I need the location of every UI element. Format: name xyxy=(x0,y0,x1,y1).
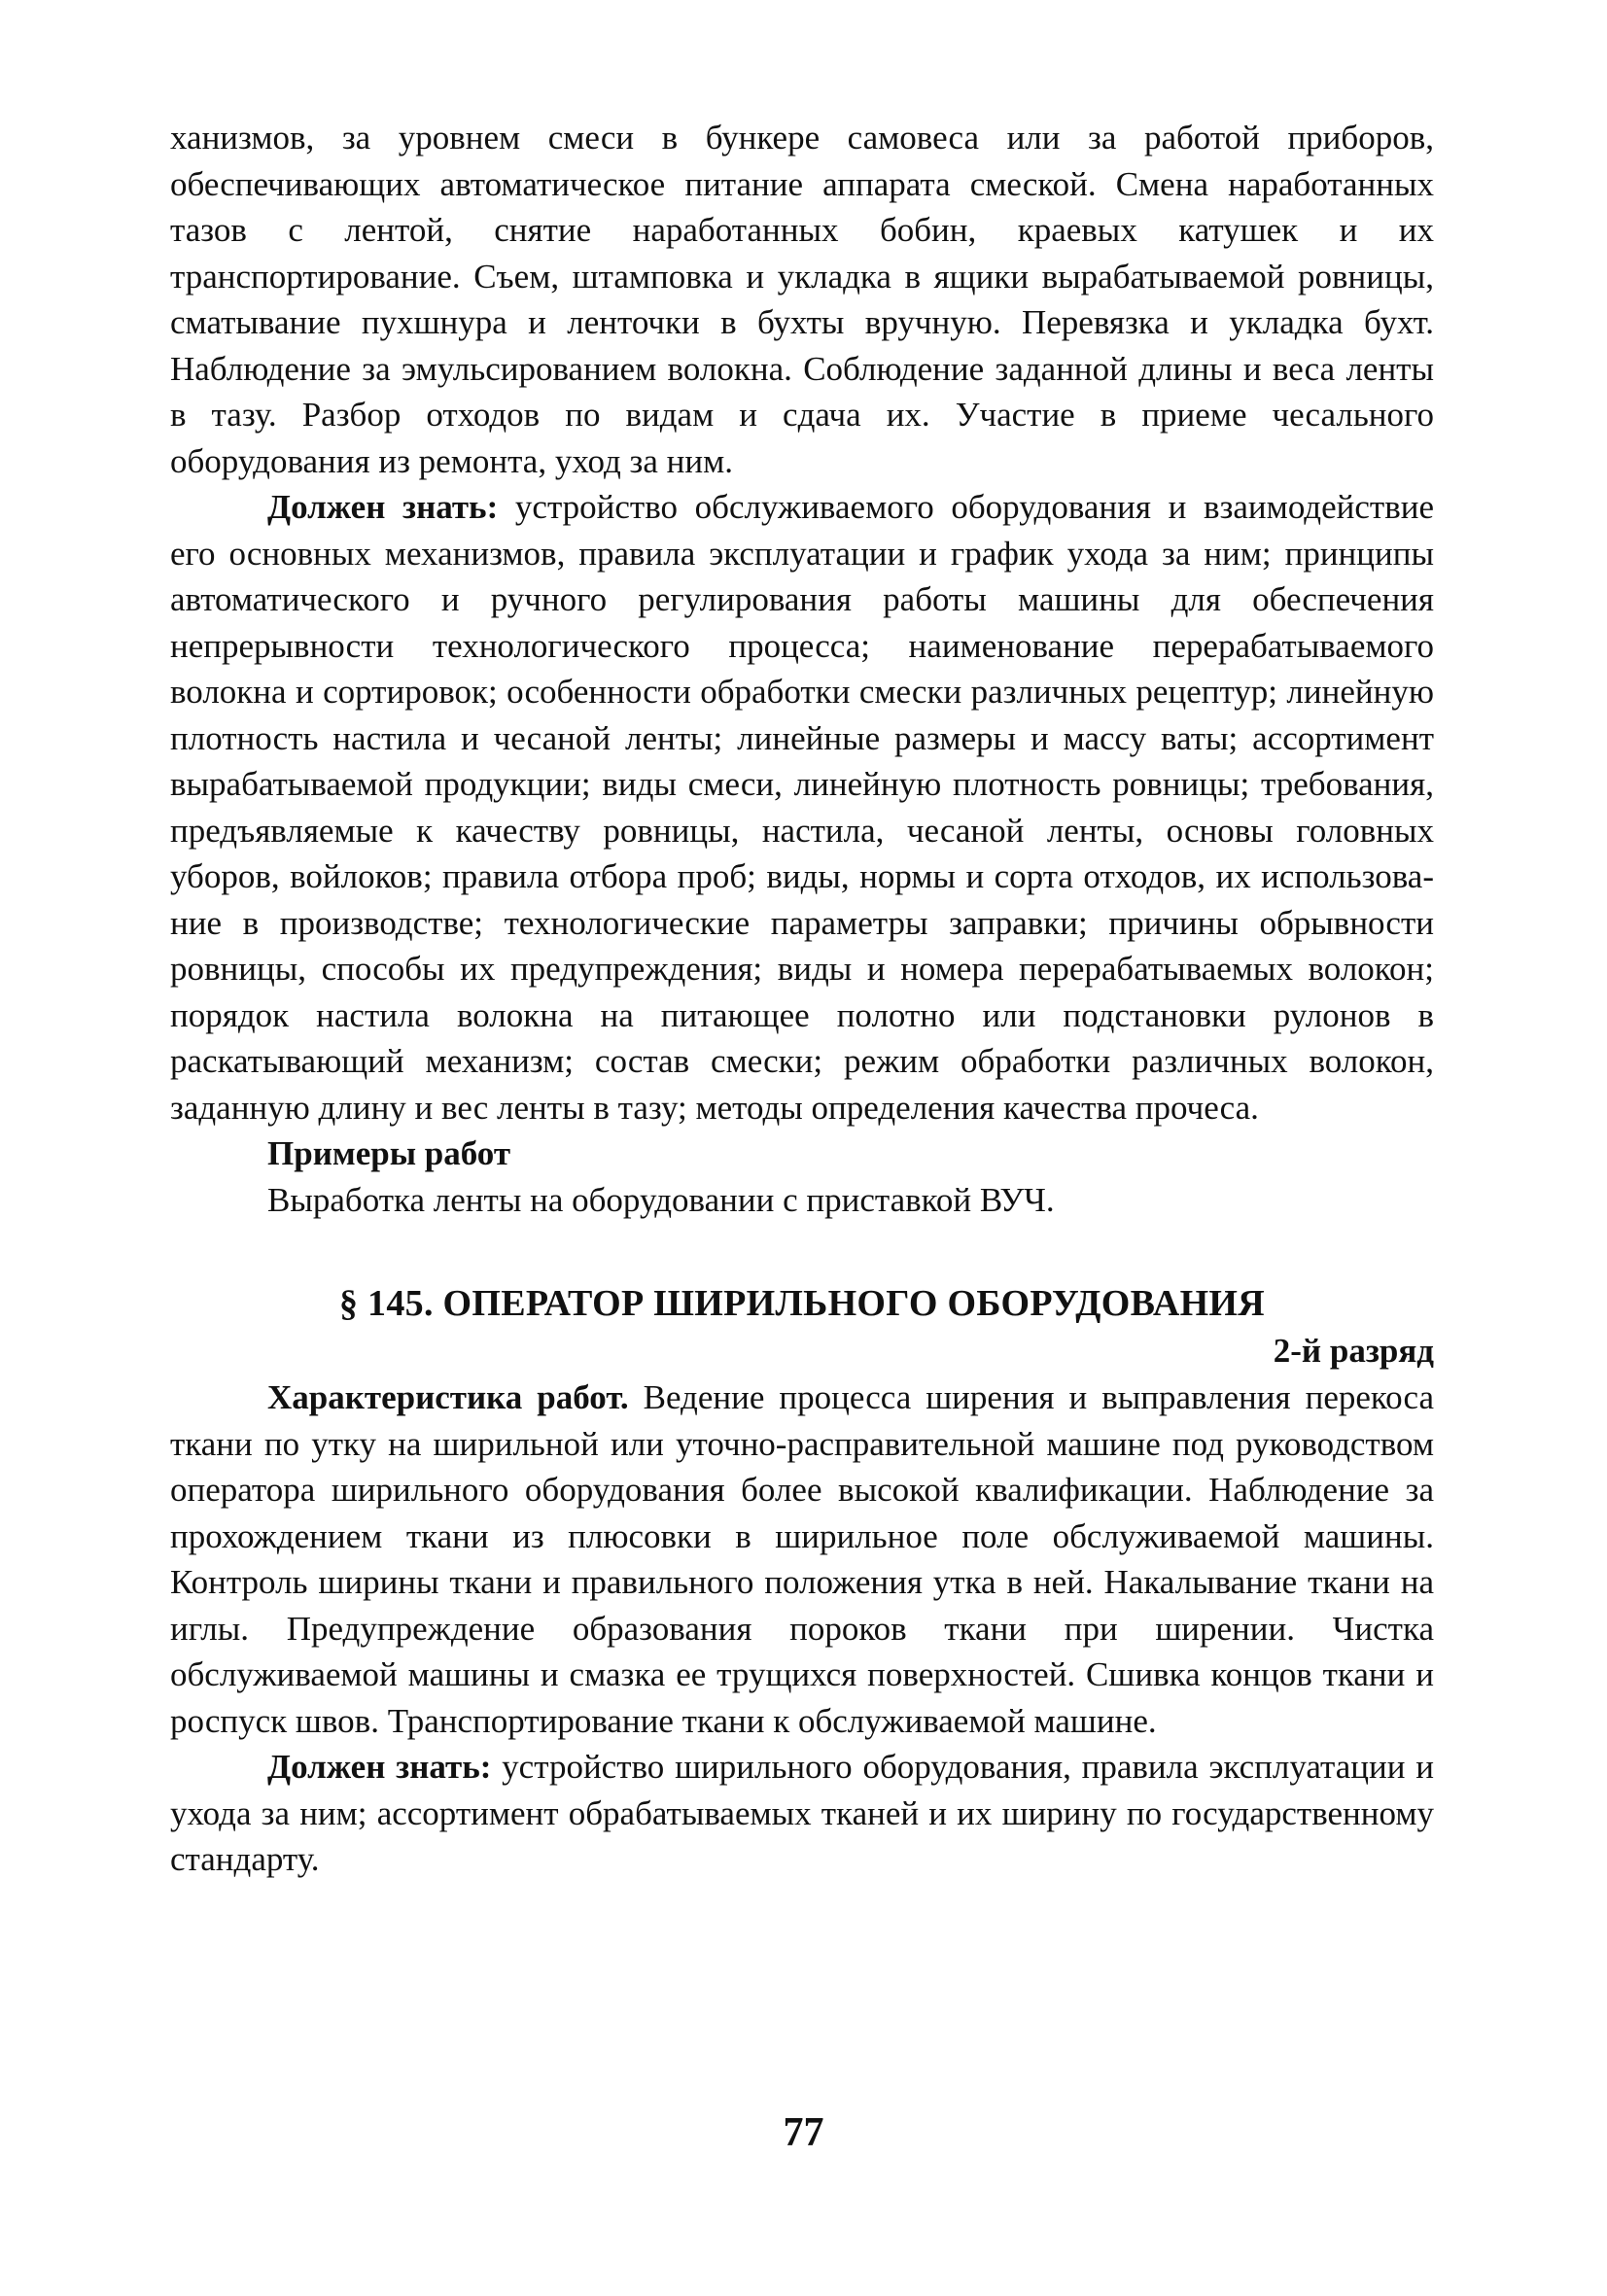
must-know-label: Должен знать: xyxy=(267,488,499,526)
characteristic-text: Ведение процесса ширения и выправления перекоса ткани по утку на ширильной или уточно-расправительной машине под руководством оператора ширильного оборудования более высокой квалификации. Наблюдение за прохождением ткани из плюсовки в ширильное поле обслуживаемой машины. Контроль ширины ткани и правильного положения утка в ней. Накалывание ткани на иглы. Предупреждение образования пороков ткани при ширении. Чистка обслуживаемой машины и смазка ее трущихся поверхностей. Сшивка концов ткани и роспуск швов. Транспортирование ткани к обслуживаемой машине. xyxy=(170,1378,1434,1740)
section-must-know-label: Должен знать: xyxy=(267,1748,492,1786)
page-number: 77 xyxy=(783,2110,824,2155)
examples-text: Выработка ленты на оборудовании с приставкой ВУЧ. xyxy=(267,1180,1055,1219)
section-grade: 2-й разряд xyxy=(1273,1332,1434,1370)
section-title: § 145. ОПЕРАТОР ШИРИЛЬНОГО ОБОРУДОВАНИЯ xyxy=(338,1283,1266,1324)
examples-heading: Примеры работ xyxy=(267,1134,511,1172)
intro-paragraph: ханизмов, за уровнем смеси в бункере самовеса или за работой приборов, обеспечивающих автоматическое питание аппарата смеской. Смена наработанных тазов с лентой, снятие наработанных бобин, краевых катушек и их транспортирование. Съем, штамповка и укладка в ящики вырабатываемой ровницы, сматывание пухшнура и ленточки в бухты вручную. Перевязка и укладка бухт. Наблюдение за эмульсированием волокна. Соблюдение заданной длины и веса ленты в тазу. Разбор отходов по видам и сдача их. Участие в приеме чесального оборудования из ремонта, уход за ним. xyxy=(170,119,1434,480)
must-know-paragraph xyxy=(170,484,1434,1131)
characteristic-label: Характеристика работ. xyxy=(267,1378,629,1416)
must-know-text: устройство обслуживаемого оборудования и взаимодействие его основных механизмов, правила эксплуатации и график ухода за ним; принципы автоматического и ручного регулирования работы машины для обеспечения непрерывности технологического процесса; наименование перерабатываемого волокна и сортировок; особенности обработки смески различных рецептур; линейную плотность настила и чесаной ленты; линейные размеры и массу ваты; ассортимент вырабатываемой продукции; виды смеси, линейную плотность ровницы; требования, предъявляемые к качеству ровницы, настила, чесаной ленты, основы головных уборов, войлоков; правила отбора проб; виды, нормы и сорта отходов, их использование в производстве; технологические параметры заправки; причины обрывности ровницы, способы их предупреждения; виды и номера перерабатываемых волокон; порядок настила волокна на питающее полотно или подстановки рулонов в раскатывающий механизм; состав смески; режим обработки различных волокон, заданную длину и вес ленты в тазу; методы определения качества прочеса. xyxy=(170,488,1434,1127)
characteristic-paragraph xyxy=(170,1374,1434,1744)
section-must-know-text: устройство ширильного оборудования, правила эксплуатации и ухода за ним; ассортимент обрабатываемых тканей и их ширину по государственному стандарту. xyxy=(170,1748,1434,1878)
document-page xyxy=(170,115,1434,1883)
section-must-know-paragraph xyxy=(170,1744,1434,1883)
